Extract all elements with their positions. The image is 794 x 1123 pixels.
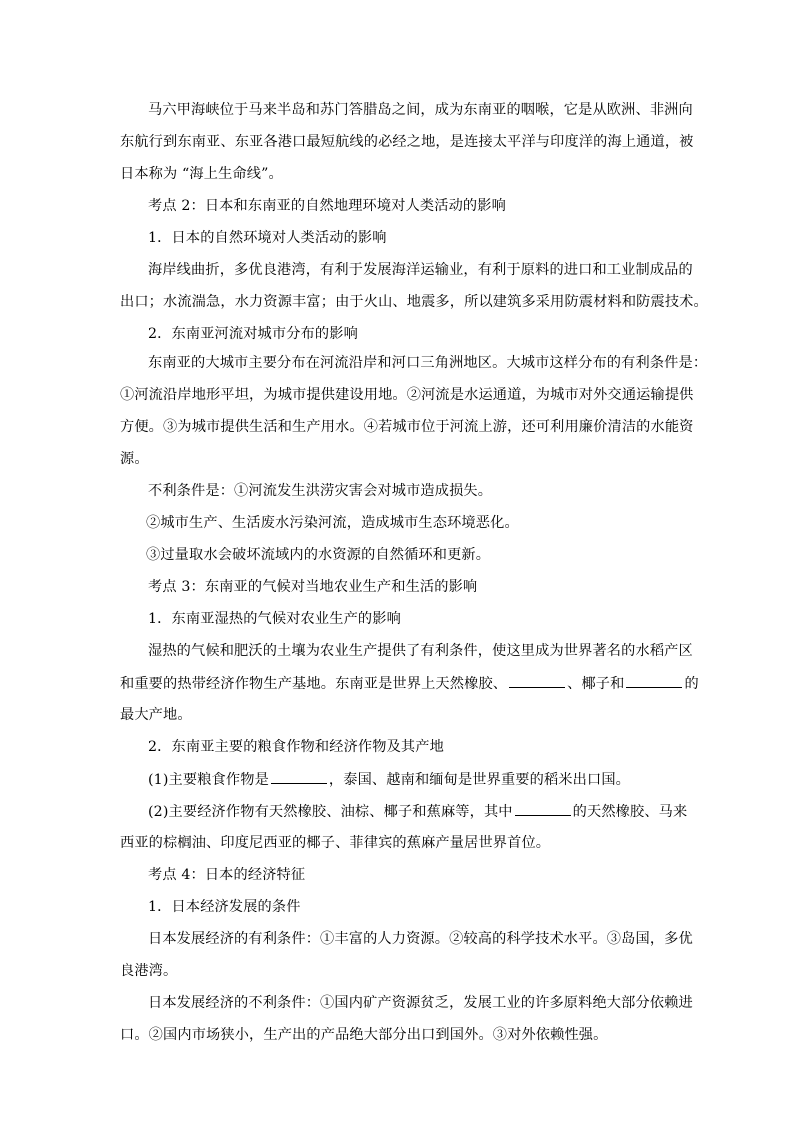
- paragraph-line: 源。: [120, 451, 149, 467]
- text-fragment: 的天然橡胶、马来: [572, 804, 688, 820]
- fill-in-blank[interactable]: [515, 802, 571, 816]
- fill-in-blank[interactable]: [626, 674, 682, 688]
- subsection-heading: 1．东南亚湿热的气候对农业生产的影响: [148, 611, 401, 627]
- paragraph-line: ③过量取水会破坏流域内的水资源的自然循环和更新。: [146, 547, 491, 563]
- paragraph-line: 海岸线曲折，多优良港湾，有利于发展海洋运输业，有利于原料的进口和工业制成品的: [148, 262, 693, 278]
- paragraph-line: 不利条件是：①河流发生洪涝灾害会对城市造成损失。: [148, 483, 493, 499]
- paragraph-line: 方便。③为城市提供生活和生产用水。④若城市位于河流上游，还可利用廉价清洁的水能资: [120, 419, 694, 435]
- fill-in-blank[interactable]: [509, 674, 565, 688]
- paragraph-line: 日本发展经济的有利条件：①丰富的人力资源。②较高的科学技术水平。③岛国，多优: [148, 931, 693, 947]
- section-heading: 考点 4：日本的经济特征: [148, 867, 306, 883]
- text-fragment: ，泰国、越南和缅甸是世界重要的稻米出口国。: [328, 772, 631, 788]
- text-fragment: 、椰子和: [567, 676, 625, 692]
- text-fragment: (1)主要粮食作物是: [148, 772, 269, 788]
- section-heading: 考点 3：东南亚的气候对当地农业生产和生活的影响: [148, 579, 478, 595]
- paragraph-line-with-blank: [148, 770, 630, 789]
- paragraph-line: 最大产地。: [120, 707, 192, 723]
- paragraph-line-with-blank: [148, 802, 687, 821]
- paragraph-line: 东航行到东南亚、东亚各港口最短航线的必经之地，是连接太平洋与印度洋的海上通道，被: [120, 134, 694, 150]
- paragraph-line: 口。②国内市场狭小，生产出的产品绝大部分出口到国外。③对外依赖性强。: [120, 1027, 608, 1043]
- paragraph-line: 日本称为 “海上生命线”。: [120, 166, 283, 182]
- fill-in-blank[interactable]: [271, 770, 327, 784]
- paragraph-line: 日本发展经济的不利条件：①国内矿产资源贫乏，发展工业的许多原料绝大部分依赖进: [148, 995, 693, 1011]
- text-fragment: 和重要的热带经济作物生产基地。东南亚是世界上天然橡胶、: [120, 676, 508, 692]
- text-fragment: (2)主要经济作物有天然橡胶、油棕、椰子和蕉麻等，其中: [148, 804, 513, 820]
- paragraph-line: 马六甲海峡位于马来半岛和苏门答腊岛之间，成为东南亚的咽喉，它是从欧洲、非洲向: [148, 102, 693, 118]
- paragraph-line: ①河流沿岸地形平坦，为城市提供建设用地。②河流是水运通道，为城市对外交通运输提供: [120, 387, 694, 403]
- paragraph-line: ②城市生产、生活废水污染河流，造成城市生态环境恶化。: [146, 515, 519, 531]
- paragraph-line: 良港湾。: [120, 963, 178, 979]
- subsection-heading: 2．东南亚河流对城市分布的影响: [148, 326, 358, 342]
- paragraph-line: 东南亚的大城市主要分布在河流沿岸和河口三角洲地区。大城市这样分布的有利条件是：: [148, 355, 708, 371]
- subsection-heading: 2．东南亚主要的粮食作物和经济作物及其产地: [148, 739, 444, 755]
- text-fragment: 的: [684, 676, 699, 692]
- subsection-heading: 1．日本经济发展的条件: [148, 899, 301, 915]
- paragraph-line-with-blanks: [120, 674, 699, 693]
- paragraph-line: 湿热的气候和肥沃的土壤为农业生产提供了有利条件，使这里成为世界著名的水稻产区: [148, 643, 693, 659]
- section-heading: 考点 2：日本和东南亚的自然地理环境对人类活动的影响: [148, 198, 506, 214]
- paragraph-line: 西亚的棕榈油、印度尼西亚的椰子、菲律宾的蕉麻产量居世界首位。: [120, 835, 551, 851]
- subsection-heading: 1．日本的自然环境对人类活动的影响: [148, 230, 387, 246]
- paragraph-line: 出口；水流湍急，水力资源丰富；由于火山、地震多，所以建筑多采用防震材料和防震技术。: [120, 294, 708, 310]
